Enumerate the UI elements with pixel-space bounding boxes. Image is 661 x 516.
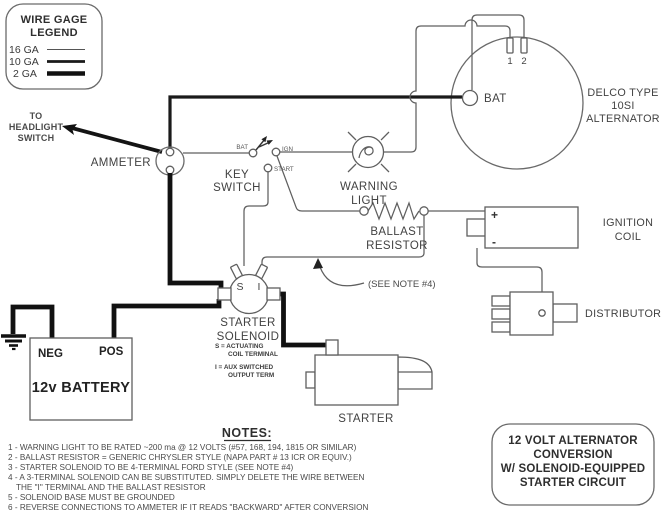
ballast-label-line2: RESISTOR (366, 240, 428, 252)
alternator-bat-terminal (463, 91, 478, 106)
starter (306, 340, 432, 425)
solenoid-body (230, 275, 269, 314)
cable-solenoid-to-starter (279, 294, 327, 345)
alternator-terminal-2-stud (521, 38, 527, 53)
note-line: 4 - A 3-TERMINAL SOLENOID CAN BE SUBSTITUTED. SIMPLY DELETE THE WIRE BETWEEN (8, 473, 365, 482)
rotation-arrow-2-icon (267, 140, 274, 145)
distributor-prong-right (553, 304, 577, 322)
bulb-ray-icon (381, 164, 389, 172)
solenoid-note-i-line2: OUTPUT TERM (228, 372, 275, 379)
alternator-terminal-2-label: 2 (521, 56, 527, 67)
up-arrow-icon (313, 258, 323, 269)
see-note-callout (313, 258, 436, 290)
warning-light-label-line1: WARNING (340, 181, 398, 193)
legend-title-line2: LEGEND (30, 27, 78, 39)
solenoid-label-line2: SOLENOID (216, 331, 280, 343)
battery-pos-label: POS (99, 346, 124, 358)
keyswitch-terminal-bat (249, 149, 257, 157)
starter-label: STARTER (338, 413, 394, 425)
solenoid-s-label: S (236, 281, 244, 293)
bulb-icon (353, 137, 384, 168)
battery (30, 338, 132, 420)
alternator-terminal-1-label: 1 (507, 56, 513, 67)
headlight-switch-callout (9, 111, 162, 152)
ballast-label-line1: BALLAST (370, 226, 424, 238)
solenoid-lug-right (267, 288, 280, 300)
key-switch-label-line1: KEY (224, 169, 250, 181)
alternator-terminal-1-stud (507, 38, 513, 53)
note-line: THE "I" TERMINAL AND THE BALLAST RESISTOR (16, 483, 206, 492)
cable-battery-neg-to-ground (13, 307, 52, 339)
cable-battery-pos-to-solenoid (114, 299, 219, 339)
key-switch (213, 136, 294, 194)
ignition-coil-label-line2: COIL (614, 231, 642, 243)
warning-light-label-line2: LIGHT (351, 195, 387, 207)
starter-body (315, 355, 398, 405)
distributor-body (510, 292, 553, 335)
note-line: 2 - BALLAST RESISTOR = GENERIC CHRYSLER STYLE (NAPA PART # 13 ICR OR EQUIV.) (8, 453, 352, 462)
keyswitch-bat-label: BAT (236, 144, 248, 151)
solenoid-note-i-line1: I = AUX SWITCHED (215, 364, 274, 371)
alternator-label-line3: ALTERNATOR (586, 113, 660, 125)
title-line1: 12 VOLT ALTERNATOR (508, 435, 638, 447)
solenoid-label-line1: STARTER (220, 317, 276, 329)
bulb-ray-icon (381, 132, 389, 140)
distributor-label: DISTRIBUTOR (585, 308, 661, 320)
note-line: 1 - WARNING LIGHT TO BE RATED ~200 ma @ 12 VOLTS (#57, 168, 194, 1815 OR SIMILAR) (8, 443, 357, 452)
alternator-label-line2: 10SI (611, 100, 635, 112)
wire-ammeter-to-headlight (72, 128, 162, 152)
legend-title-line1: WIRE GAGE (20, 14, 88, 26)
bulb-ray-icon (348, 164, 356, 172)
notes-section (8, 426, 368, 512)
distributor (492, 292, 661, 335)
note-line: 3 - STARTER SOLENOID TO BE 4-TERMINAL FORD STYLE (SEE NOTE #4) (8, 463, 294, 472)
bulb-ray-icon (348, 132, 356, 140)
ignition-coil-label-line1: IGNITION (602, 217, 654, 229)
battery-neg-label: NEG (38, 348, 63, 360)
solenoid-note-s-line2: COIL TERMINAL (228, 351, 278, 358)
distributor-prong (492, 296, 510, 306)
starter-terminal (326, 340, 338, 355)
coil-minus-terminal-label: - (492, 235, 496, 249)
keyswitch-terminal-start (264, 164, 272, 172)
ammeter-label: AMMETER (90, 157, 151, 169)
distributor-terminal (539, 310, 545, 316)
headlight-label-line1: TO (29, 111, 43, 121)
coil-side-tab (467, 219, 486, 236)
legend-item-16ga-label: 16 GA (9, 44, 39, 56)
solenoid-lug-left (218, 288, 231, 300)
key-switch-label-line2: SWITCH (213, 182, 261, 194)
ignition-coil (467, 207, 653, 249)
keyswitch-terminal-ign (272, 148, 280, 156)
legend-item-10ga-label: 10 GA (9, 56, 39, 68)
legend-item-2ga-label: 2 GA (13, 68, 37, 80)
wire-ammeter-to-alternator-bat (170, 97, 462, 149)
ground-symbol-icon (1, 336, 26, 349)
headlight-label-line2: HEADLIGHT (8, 122, 64, 132)
title-line3: W/ SOLENOID-EQUIPPED (500, 463, 646, 475)
wire-warning-light-to-terminal-1 (384, 20, 513, 152)
coil-body (485, 207, 578, 248)
alternator-bat-label: BAT (484, 93, 507, 105)
coil-plus-terminal-label: + (491, 208, 499, 222)
starter-side-tab (306, 372, 315, 388)
callout-curve (320, 267, 364, 286)
note-line: 6 - REVERSE CONNECTIONS TO AMMETER IF IT READS "BACKWARD" AFTER CONVERSION (8, 503, 369, 512)
battery-label: 12v BATTERY (31, 380, 131, 396)
alternator (451, 37, 660, 169)
warning-light (340, 132, 398, 207)
ammeter-terminal-top (166, 148, 174, 156)
keyswitch-ign-label: IGN (282, 146, 294, 153)
distributor-prong (492, 322, 510, 332)
notes-title: NOTES: (221, 426, 273, 440)
see-note-label: (SEE NOTE #4) (368, 279, 436, 290)
starter-nose (398, 357, 432, 389)
ammeter-terminal-bottom (166, 166, 174, 174)
solenoid-note-s-line1: S = ACTUATING (215, 343, 264, 350)
starter-solenoid (215, 264, 280, 379)
ballast-terminal-right (420, 207, 428, 215)
alternator-label-line1: DELCO TYPE (587, 87, 659, 99)
ammeter (91, 147, 184, 175)
title-line2: CONVERSION (533, 449, 613, 461)
wire-gage-legend (6, 4, 102, 89)
ballast-terminal-left (360, 207, 368, 215)
solenoid-i-label: I (257, 281, 261, 293)
keyswitch-start-label: START (274, 166, 294, 173)
distributor-prong (492, 309, 510, 319)
title-line4: STARTER CIRCUIT (519, 477, 627, 489)
title-box (492, 424, 654, 505)
note-line: 5 - SOLENOID BASE MUST BE GROUNDED (8, 493, 175, 502)
headlight-label-line3: SWITCH (17, 133, 55, 143)
